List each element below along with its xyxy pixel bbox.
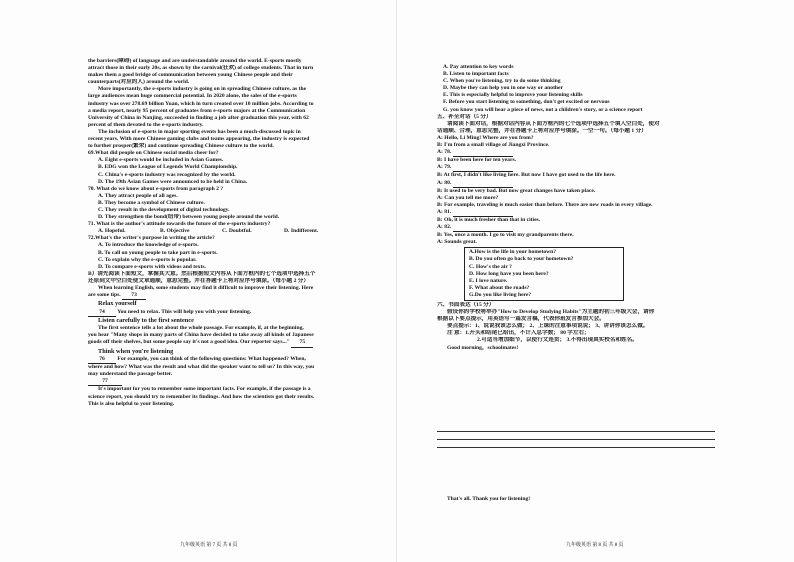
dialogue-blank-line[interactable] (437, 209, 727, 217)
dialogue-option: A.How is the life in your hometown? (469, 249, 557, 256)
passage-line: industry was over 278.69 billion Yuan, which in turn created over 10 million jobs. According to (88, 100, 314, 107)
dialogue-blank-line[interactable] (437, 149, 727, 157)
points-text: 1、说说我该怎么做； 2、上课的注意事项说说； 3、讲讲你该怎么做。 (474, 323, 649, 330)
question-option[interactable]: D. They strengthen the bond(纽带) between young people around the world. (98, 214, 280, 221)
tip-line-74 (88, 309, 383, 317)
writing-notes-2: 2.可适当增加细节，以使行文连贯； 3.不得出现真实校名和姓名。 (477, 337, 638, 344)
blank-76[interactable] (88, 356, 116, 364)
blank-number: 77 (102, 378, 108, 385)
section-b-lead-end (88, 292, 383, 300)
writing-line[interactable] (437, 431, 715, 432)
question-option[interactable]: A. Eight e-sports would be included in Asian Games. (98, 157, 224, 164)
question-option[interactable]: C. Doubtful. (222, 228, 252, 235)
passage-line: to further prosper(繁荣) and continue spreading Chinese culture to the world. (88, 143, 274, 150)
section-6-intro: 假设你的学校将举办"How to Develop Studying Habits"为主题的初三年级大会，请你 (447, 309, 655, 316)
dialogue-blank-line[interactable] (437, 164, 727, 172)
b-option: B. Listen to important facts (443, 71, 509, 78)
dialogue-line (437, 202, 727, 209)
dialogue-text: B: For example, traveling is much easier than before. There are new roads in every village. (437, 201, 653, 208)
section-b-lead: When learning English, some students may find it difficult to improve their listening. Here (98, 285, 314, 291)
dialogue-answer-blank[interactable] (453, 180, 513, 188)
dialogue-text: A: Hello, Li Ming! Where are you from? (437, 134, 534, 141)
section-b-options (437, 64, 727, 114)
tip-line-77 (88, 378, 383, 386)
question-option[interactable]: B. EDG won the League of Legends World Championship. (98, 164, 238, 171)
question-stem: 70. What do we know about e-sports from paragraph 2 ? (88, 185, 224, 192)
dialogue-text: B: I'm from a small village of Jiangxi Province. (437, 142, 550, 149)
tip-text: You need to relax. This will help you with your listening. (117, 308, 252, 315)
dialogue-blank-line[interactable] (437, 180, 727, 188)
notes-text: 1.开头和结尾已给出，不计入总字数； 80 字左右； (465, 330, 590, 337)
passage-paragraph-2 (88, 86, 383, 129)
tip-line: where and how? What was the result and what did the speaker want to tell us? In this way, you (88, 364, 315, 371)
page-footer-left: 九年级英语 第 7 页 共 8 页 (180, 543, 238, 548)
dialogue-options-box (464, 247, 624, 301)
question-option[interactable]: C. They result in the development of digital technology. (98, 206, 230, 213)
dialogue-option: C. How's the air ? (469, 263, 512, 270)
passage-line: University of China in Nanjing, succeeded in finding a job after graduation this year, with 62 (88, 114, 309, 121)
dialogue-answer-blank[interactable] (453, 149, 513, 157)
question-option[interactable]: A. To introduce the knowledge of e-sports. (98, 242, 199, 249)
blank-number: 76 (99, 356, 105, 363)
right-column (437, 64, 727, 352)
dialogue-text: B: Yes, once a month. I go to visit my grandparents there. (437, 232, 574, 239)
section-6-title: 六、书面表达（15 分） (437, 302, 495, 308)
dialogue-text: B: I have been here for ten years. (437, 157, 517, 164)
page-footer-right: 九年级英语 第 8 页 共 8 页 (566, 543, 624, 548)
dialogue-blank-line[interactable] (437, 224, 727, 232)
dialogue-text: B: Oh, it is much fresher than that in cities. (437, 216, 541, 223)
dialogue-line (437, 188, 727, 195)
tip-heading-listen: Listen carefully to the first sentence (98, 316, 194, 324)
tip-text: For example, you can think of the following questions: What happened? When, (117, 356, 306, 363)
passage-line: More importantly, the e-sports industry is going on in spreading Chinese culture, as the (98, 86, 307, 93)
dialogue-option: E. I love nature. (469, 277, 508, 284)
dialogue-text: A: 79. (437, 164, 452, 171)
question-option[interactable]: A. They attract people of all ages. (98, 192, 178, 199)
question-option[interactable]: B. To call on young people to take part in e-sports. (98, 249, 218, 256)
dialogue-line (437, 172, 727, 179)
blank-74[interactable] (88, 309, 116, 317)
dialogue-option: B. Do you often go back to your hometown? (469, 256, 574, 263)
question-option[interactable]: A. Hopeful. (98, 228, 126, 235)
question-option[interactable]: B. They become a symbol of Chinese culture. (98, 199, 205, 206)
dialogue-text: A: 78. (437, 149, 452, 156)
writing-line[interactable] (437, 447, 715, 448)
instruction-line: B）请先阅读下面短文，掌握其大意。然后根据短文内容从下面方框内的七个选项中选择五个 (88, 270, 316, 277)
writing-notes (437, 330, 727, 337)
passage-line: large audiences mean huge commercial potential. In 2020 alone, the sales of the e-sports (88, 93, 297, 100)
writing-end-block (447, 496, 717, 503)
section-5-intro: 话通顺、合理，意思完整，并在答题卡上将对应序号填涂。一空一句。（每小题 1 分） (437, 127, 647, 134)
dialogue-option: D. How long have you been here? (469, 270, 549, 277)
lead-text: are some tips. (88, 292, 121, 299)
dialogue-option: G.Do you like living here? (469, 291, 532, 298)
b-option: C. When you're listening, try to do some thinking (443, 78, 561, 85)
tip-line: you hear "Many shops in many parts of China have decided to take away all kinds of Japanese (88, 332, 314, 339)
left-column (88, 58, 383, 408)
blank-number: 74 (99, 308, 105, 315)
dialogue-answer-blank[interactable] (453, 209, 513, 217)
tip-line: This is also helpful to your listening. (88, 400, 175, 407)
section-5-intro: 请阅读下面对话，根据对话内容从下面方框内的七个选项中选择五个填入空白处，使对 (447, 120, 660, 127)
tip-text: goods off their shelves, but some people say it's not a good idea. Our reporter says..." (88, 339, 290, 346)
dialogue-line (437, 239, 727, 246)
b-option: D. Maybe they can help you in one way or another (443, 85, 564, 92)
blank-number: 73 (131, 292, 137, 299)
question-stem: 69.What did people on Chinese social media cheer for? (88, 150, 219, 157)
dialogue-text: A: 80. (437, 179, 452, 186)
dialogue-option: F. What about the roads? (469, 284, 530, 291)
instruction-line: 还原到文中空白处使文章通顺，意思完整。并在答题卡上将对应序号填涂。（每小题 2 分） (88, 277, 309, 284)
tip-line: science report, you should try to remember its findings. And how the scientists got their results. (88, 393, 315, 400)
dialogue-text: A: Can you tell me more? (437, 194, 499, 201)
dialogue-text: B: At first, I didn't like living here. But now I have got used to the life here. (437, 172, 616, 179)
passage-continued (88, 58, 383, 86)
passage-line: the barriers(障碍) of language and are understandable around the world. E-sports mostly (88, 58, 302, 64)
question-stem: 72.What's the writer's purpose in writing the article? (88, 235, 215, 242)
question-72 (88, 235, 383, 270)
writing-line[interactable] (437, 439, 715, 440)
passage-line: makes them a good bridge of communication between young Chinese people and their (88, 72, 293, 79)
tip-line-76 (88, 356, 383, 364)
tip-line-75 (88, 339, 383, 347)
blank-73[interactable] (122, 292, 146, 300)
question-71 (88, 221, 383, 235)
question-option[interactable]: C. China's e-sports industry was recognized by the world. (98, 171, 236, 178)
dialogue-line (437, 217, 727, 224)
passage-paragraph-3 (88, 129, 383, 150)
writing-end: That's all. Thank you for listening! (447, 496, 531, 502)
writing-points (437, 323, 727, 330)
page-fold (396, 0, 397, 562)
section-6-intro: 根据以下要点提示，用英语写一篇发言稿，代表你班发言参加大会。 (437, 316, 605, 323)
question-option[interactable]: D. To compare e-sports with videos and texts. (98, 263, 206, 270)
question-option[interactable]: B. Objective (160, 228, 190, 235)
points-label: 要点提示： (447, 323, 475, 330)
tip-heading-think: Think when you're listening (98, 347, 174, 355)
dialogue-line (437, 135, 727, 142)
dialogue-text: B: It used to be very bad. But now great changes have taken place. (437, 187, 596, 194)
notes-label: 注 意： (447, 330, 466, 337)
tip-line: The first sentence tells a lot about the whole passage. For example, if, at the beginning, (98, 325, 304, 332)
b-option: G. you know you will hear a piece of news, not a children's story, or a science report (443, 106, 643, 113)
passage-line: attract those in their early 20s, as shown by the carnival(狂欢) of college students. That in turn (88, 65, 314, 72)
passage-line: recent years. With more Chinese gaming clubs and teams appearing, the industry is expected (88, 136, 310, 143)
writing-start: Good morning，schoolmates! (447, 344, 519, 351)
passage-line: a media report, nearly 95 percent of graduates from e-sports majors at the Communication (88, 107, 306, 114)
question-option[interactable]: D. Indifferent. (284, 228, 319, 235)
dialogue-answer-blank[interactable] (453, 164, 513, 172)
dialogue (437, 135, 727, 246)
section-5-title: 五、补全对话（5 分） (437, 113, 492, 120)
question-options-row (88, 228, 383, 235)
b-option: F. Before you start listening to something, don't get excited or nervous (443, 99, 610, 106)
tip-line: may understand the passage better. (88, 371, 173, 378)
b-option: A. Pay attention to key words (443, 64, 514, 70)
section-b-instructions (88, 271, 383, 285)
tip-line: It's important for you to remember some important facts. For example, if the passage is a (98, 386, 311, 393)
b-option: E. This is especially helpful to improve your listening skills (443, 92, 583, 99)
blank-75[interactable] (291, 339, 313, 347)
dialogue-line (437, 157, 727, 164)
dialogue-text: A: 81. (437, 208, 452, 215)
question-69 (88, 150, 383, 185)
blank-number: 75 (299, 339, 306, 346)
dialogue-answer-blank[interactable] (453, 224, 513, 232)
question-stem: 71. What is the author's attitude towards the future of the e-sports industry? (88, 221, 271, 228)
dialogue-text: A: 82. (437, 224, 452, 231)
question-option[interactable]: D. The 19th Asian Games were announced to be held in China. (98, 178, 248, 185)
passage-line: counterparts(对应的人) around the world. (88, 79, 190, 86)
blank-77[interactable] (88, 378, 122, 386)
tip-heading-relax: Relax yourself (98, 300, 137, 308)
dialogue-line (437, 195, 727, 202)
dialogue-line (437, 232, 727, 239)
passage-line: percent of them devoted to the e-sports industry. (88, 121, 204, 128)
question-70 (88, 186, 383, 221)
dialogue-line (437, 142, 727, 149)
question-option[interactable]: C. To explain why the e-sports is popular. (98, 256, 197, 263)
dialogue-text: A: Sounds great. (437, 239, 477, 246)
passage-line: The inclusion of e-sports in major sporting events has been a much-discussed topic in (98, 128, 301, 135)
